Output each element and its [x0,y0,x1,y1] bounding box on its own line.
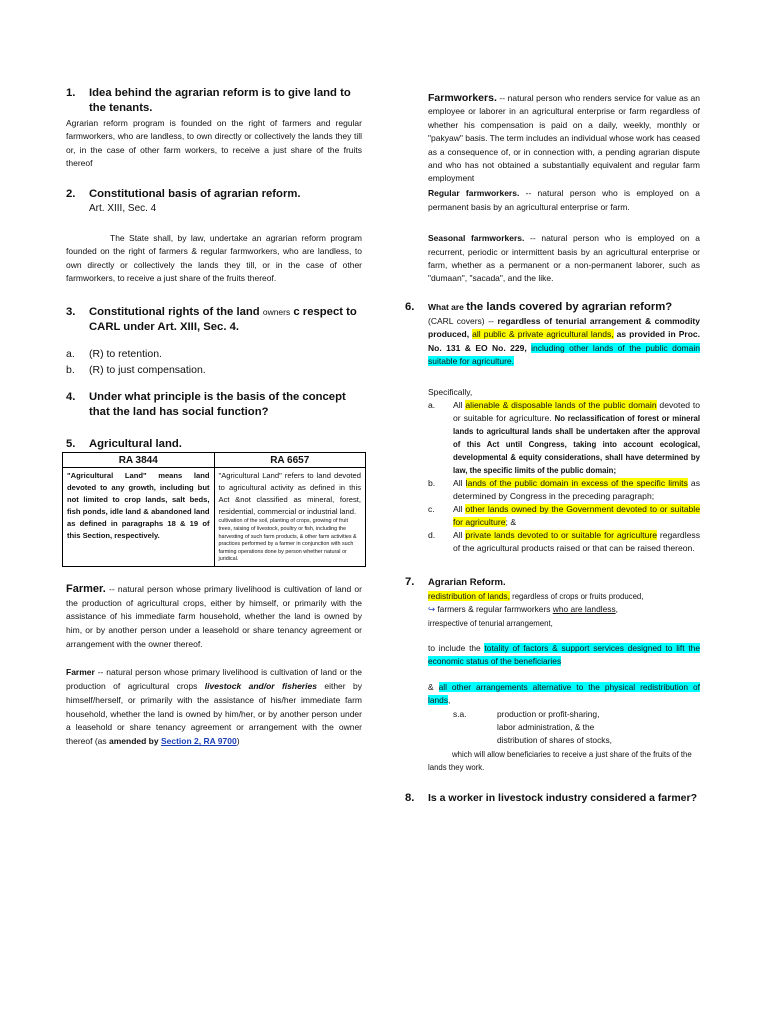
question-number: 1. [66,87,76,99]
covered-lands-list [428,399,700,555]
list-item: a. All alienable & disposable lands of the public domain devoted to or suitable for agriculture. No reclassification of forest or mineral lands to agricultural lands shall be undertaken after the approval of this Act until Congress, taking into account ecological, developmental & equity considerations, shall have determined by law, the specific limits of the public domain; [428,399,700,475]
lands-covered-answer: (CARL covers) -- regardless of tenurial arrangement & commodity produced, all public & private agricultural lands, as provided in Proc. No. 131 & EO No. 229, including other lands of the public domain suitable for agriculture. [428,315,701,367]
right-column [405,92,701,806]
question-1-answer: Agrarian reform program is founded on the right of farmers and regular farmworkers, who are landless, to own directly or collectively the lands they till or, in the case of other farm workers, to receive a just share of the fruits thereof [66,118,362,168]
question-number: 4. [66,391,76,404]
such-as-list: s.a. production or profit-sharing, labor administration, & the distribution of shares of stocks, [453,708,612,746]
specifically-label: Specifically, [428,386,473,397]
retention-item: a. (R) to retention. [66,348,162,361]
question-2 [66,187,362,285]
arrow-icon: ↪ [428,604,436,615]
article-reference: Art. XIII, Sec. 4 [89,203,157,215]
question-5 [66,437,362,567]
ra3844-definition: "Agricultural Land" means land devoted to any growth, including but not limited to crop lands, salt beds, fish ponds, idle land & abandoned land as defined in paragraphs 18 & 19 of this Section, respectively. [63,468,215,567]
question-number: 2. [66,188,76,201]
question-1 [66,86,362,170]
question-title: Idea behind the agrarian reform is to give land to the tenants. [89,87,351,114]
list-item: b. All lands of the public domain in excess of the specific limits as determined by Congress in the preceding paragraph; [428,477,700,501]
question-8 [405,791,700,806]
question-number: 5. [66,438,76,451]
question-5-heading [66,437,362,452]
question-number: 7. [405,575,415,588]
question-8-heading [405,791,700,806]
question-number: 6. [405,300,415,313]
agricultural-activity-note: cultivation of the soil, planting of crops, growing of fruit trees, raising of livestock, poultry or fish, including the harvesting of such farm products, & other farm activities & practices performed by a farmer in conjunction with such farming operations done by person whether natural or juridical. [218,518,357,563]
constitution-quote: The State shall, by law, undertake an agrarian reform program founded on the right of farmers & regular farmworkers, who are landless, to own directly or collectively the lands they till, or in the case of other farmworkers, to receive a just share of the fruits thereof. [66,233,362,284]
seasonal-farmworkers-definition: Seasonal farmworkers. -- natural person who is employed on a recurrent, periodic or intermittent basis by an agricultural enterprise or farm, whether as a permanent or a non-permanent laborer, such as "dumaan", "sacada", and the like. [428,233,700,284]
question-6 [405,300,700,315]
farmer-amended-definition: Farmer -- natural person whose primary livelihood is cultivation of land or the production of agricultural crops livestock and/or fisheries either by himself/herself, or primarily with the assistance of his/her immediate farm household, whether the land is owned by him/her, or by another person under a leasehold or share tenancy agreement or arrangement with the owner thereof (as amended by Section 2, RA 9700) [66,667,362,746]
question-7 [405,575,700,590]
question-3-heading [66,305,362,335]
left-column [66,86,362,749]
question-number: 3. [66,306,76,319]
question-title: Is a worker in livestock industry considered a farmer? [428,791,698,804]
question-6-heading [405,300,700,315]
list-item: c. All other lands owned by the Government devoted to or suitable for agriculture; & [428,503,700,527]
question-title: Agricultural land. [89,438,182,451]
farmworkers-definition: Farmworkers. -- natural person who renders service for value as an employee or laborer in an agricultural enterprise or farm regardless of whether his compensation is paid on a daily, weekly, monthly or "pakyaw" basis. The term includes an individual whose work has ceased as a consequence of, or in connection with, a pending agrarian dispute and who has not obtained a substantially equivalent and regular farm employment [428,92,700,184]
question-title: Under what principle is the basis of the concept that the land has social function? [89,391,346,419]
section-2-ra9700-link[interactable]: Section 2, RA 9700 [160,735,237,746]
question-1-heading [66,86,362,116]
question-title: What are the lands covered by agrarian reform? [428,300,673,313]
closing-clause: which will allow beneficiaries to receive a just share of the fruits of the lands they work. [428,749,692,773]
question-title: Constitutional basis of agrarian reform. [89,188,301,201]
list-item: d. All private lands devoted to or suitable for agriculture regardless of the agricultural products raised or that can be raised thereon. [428,529,700,553]
question-7-heading [405,575,700,590]
question-3 [66,305,362,378]
question-2-heading [66,187,362,202]
agrarian-reform-definition: redistribution of lands, regardless of crops or fruits produced, ↪ farmers & regular farmworkers who are landless, irrespective of tenurial arrangement, to include the totality of factors & support services designed to lift the economic status of the beneficiaries & all other arrangements alternative to the physical redistribution of lands, s.a. production or profit-sharing, labor administration, & the distribution of shares of stocks, which will allow beneficiaries to receive a just share of the fruits of the lands they work. [428,590,700,775]
question-number: 8. [405,791,415,804]
compensation-item: b. (R) to just compensation. [66,364,206,377]
question-title: Constitutional rights of the land owners c respect to CARL under Art. XIII, Sec. 4. [89,306,357,334]
farmer-definition: Farmer. -- natural person whose primary livelihood is cultivation of land or the production of agricultural crops, either by himself, or primarily with the assistance of his immediate farm household, whether the land is owned by him, or by another person under a leasehold or share tenancy agreement or arrangement with the owner thereof. [66,582,362,649]
table-header-ra6657: RA 6657 [214,453,366,468]
ra6657-definition: "Agricultural Land" refers to land devoted to agricultural activity as defined in this Act &not classified as mineral, forest, residential, commercial or industrial land. cultivation of the soil, planting of crops, growing of fruit trees, raising of livestock, poultry or fish, including the harvesting of such farm products, & other farm activities & practices performed by a farmer in conjunction with such farming operations done by person whether natural or juridical. [214,468,366,567]
question-4 [66,390,362,420]
regular-farmworkers-definition: Regular farmworkers. -- natural person who is employed on a permanent basis by an agricultural enterprise or farm. [428,187,700,213]
question-4-heading [66,390,362,420]
table-header-ra3844: RA 3844 [63,453,215,468]
agricultural-land-table [62,452,366,567]
question-title: Agrarian Reform. [428,576,506,588]
